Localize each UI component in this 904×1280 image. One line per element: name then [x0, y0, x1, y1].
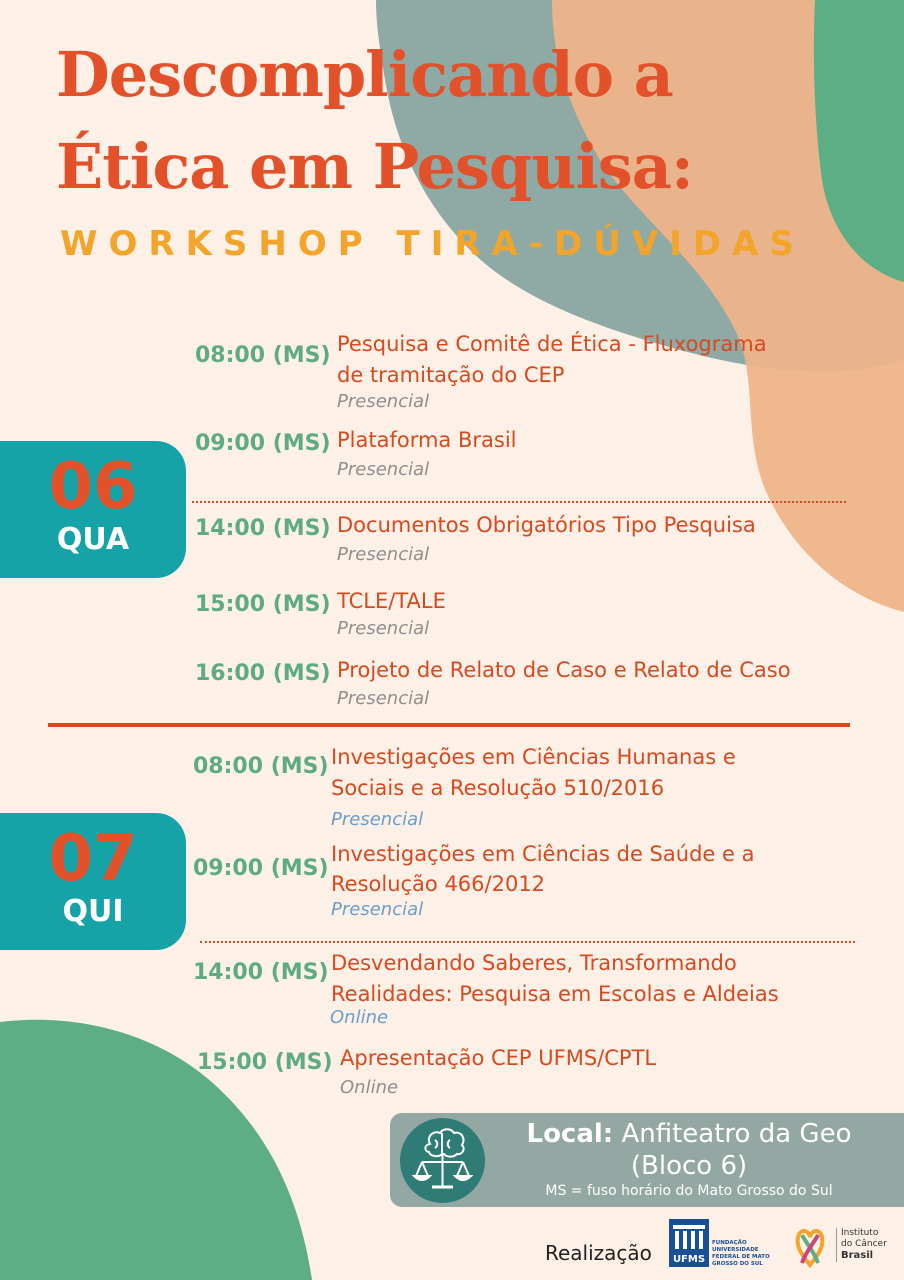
day-weekday: QUA — [56, 522, 130, 557]
day-box-07 — [0, 813, 186, 950]
session-time: 15:00 (MS) — [195, 592, 331, 617]
session-time: 16:00 (MS) — [195, 661, 331, 686]
day-box-06 — [0, 441, 186, 578]
session-time: 15:00 (MS) — [197, 1050, 333, 1075]
location-line-2: (Bloco 6) — [630, 1151, 748, 1181]
session-mode: Presencial — [331, 809, 424, 830]
session-mode: Presencial — [337, 688, 430, 709]
brain-scales-icon — [400, 1118, 485, 1203]
session-topic-line-1: TCLE/TALE — [337, 589, 446, 613]
day-separator — [48, 723, 850, 727]
session-topic-line-1: Documentos Obrigatórios Tipo Pesquisa — [337, 513, 756, 537]
day-number: 06 — [48, 450, 138, 524]
ufms-name: FUNDAÇÃO UNIVERSIDADE FEDERAL DE MATO GROSSO DO SUL — [712, 1240, 770, 1267]
session-time: 09:00 (MS) — [193, 856, 329, 881]
session-time: 08:00 (MS) — [193, 754, 329, 779]
session-mode: Presencial — [337, 544, 430, 565]
session-topic-line-1: Investigações em Ciências de Saúde e a — [331, 842, 755, 866]
dotted-divider — [192, 501, 846, 503]
dotted-divider — [200, 941, 855, 943]
session-time: 14:00 (MS) — [195, 516, 331, 541]
title-line-2: Ética em Pesquisa: — [56, 130, 693, 203]
session-topic-line-1: Apresentação CEP UFMS/CPTL — [340, 1046, 657, 1070]
session-mode: Presencial — [337, 391, 430, 412]
location-line-1 — [494, 1119, 884, 1149]
session-topic-line-1: Plataforma Brasil — [337, 428, 517, 452]
session-mode: Presencial — [337, 618, 430, 639]
ufms-logo-text: UFMS — [672, 1254, 706, 1265]
instituto-cancer-logo — [792, 1221, 828, 1273]
session-time: 09:00 (MS) — [195, 431, 331, 456]
session-time: 14:00 (MS) — [193, 960, 329, 985]
session-topic-line-1: Investigações em Ciências Humanas e — [331, 745, 736, 769]
session-topic-line-2: Sociais e a Resolução 510/2016 — [331, 776, 665, 800]
session-mode: Online — [330, 1007, 389, 1028]
instituto-cancer-name — [836, 1228, 887, 1262]
session-time: 08:00 (MS) — [195, 343, 331, 368]
session-topic-line-1: Pesquisa e Comitê de Ética - Fluxograma — [337, 332, 767, 356]
timezone-note: MS = fuso horário do Mato Grosso do Sul — [545, 1183, 833, 1199]
institute-line-1: Instituto — [841, 1228, 879, 1238]
subtitle: WORKSHOP TIRA-DÚVIDAS — [60, 224, 805, 264]
location-place: Anfiteatro da Geo — [621, 1119, 852, 1149]
session-mode: Online — [340, 1077, 399, 1098]
session-topic-line-1: Projeto de Relato de Caso e Relato de Caso — [337, 658, 791, 682]
ufms-logo — [669, 1219, 709, 1271]
title-line-1: Descomplicando a — [56, 38, 673, 111]
day-weekday: QUI — [62, 894, 124, 929]
session-topic-line-2: Realidades: Pesquisa em Escolas e Aldeias — [331, 982, 779, 1006]
location-panel — [390, 1113, 904, 1207]
session-mode: Presencial — [337, 459, 430, 480]
location-label: Local: — [526, 1119, 614, 1149]
session-mode: Presencial — [331, 899, 424, 920]
session-topic-line-1: Desvendando Saberes, Transformando — [331, 951, 737, 975]
session-topic-line-2: Resolução 466/2012 — [331, 872, 546, 896]
institute-line-3: Brasil — [841, 1250, 874, 1261]
realizacao-label: Realização — [545, 1241, 652, 1265]
day-number: 07 — [48, 822, 138, 896]
institute-line-2: do Câncer — [841, 1239, 887, 1249]
session-topic-line-2: de tramitação do CEP — [337, 363, 565, 387]
